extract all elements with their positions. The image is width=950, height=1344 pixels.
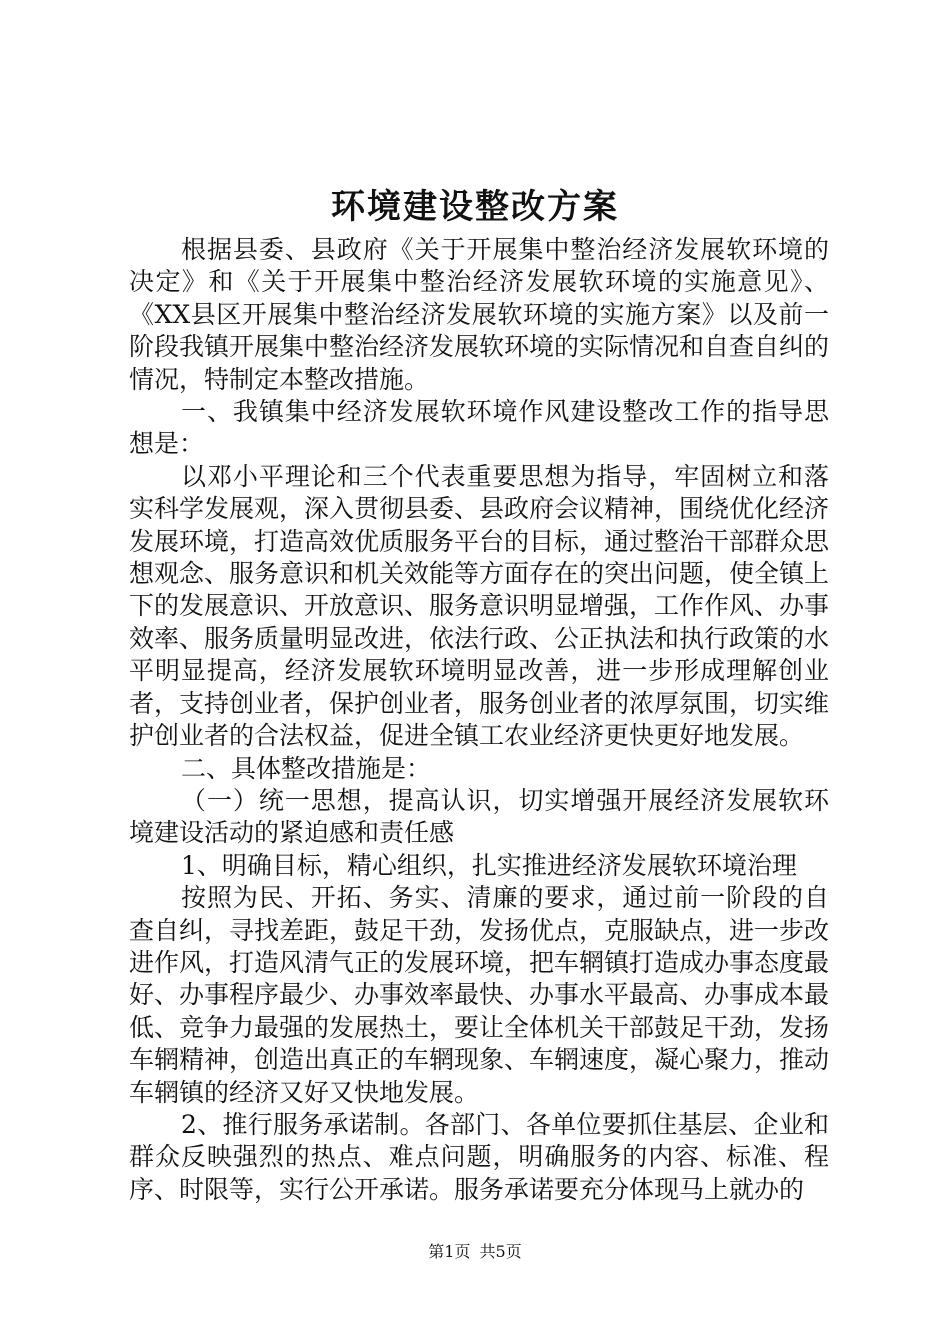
paragraph-item-1-body: 按照为民、开拓、务实、清廉的要求，通过前一阶段的自查自纠，寻找差距，鼓足干劲，发扬优点，克服缺点，进一步改进作风，打造风清气正的发展环境，把车辋镇打造成办事态度最好、办事程序最少、办事效率最快、办事水平最高、办事成本最低、竞争力最强的发展热土，要让全体机关干部鼓足干劲，发扬车辋精神，创造出真正的车辋现象、车辋速度，凝心聚力，推动车辋镇的经济又好又快地发展。 bbox=[129, 883, 830, 1107]
paragraph-item-1: 1、明确目标，精心组织，扎实推进经济发展软环境治理 bbox=[181, 850, 797, 880]
paragraph-intro: 根据县委、县政府《关于开展集中整治经济发展软环境的决定》和《关于开展集中整治经济发展软环境的实施意见》、《XX县区开展集中整治经济发展软环境的实施方案》以及前一阶段我镇开展集中整治经济发展软环境的实际情况和自查自纠的情况，特制定本整改措施。 bbox=[129, 235, 830, 394]
page-footer bbox=[0, 1242, 950, 1262]
document-body bbox=[129, 234, 829, 1206]
document-title: 环境建设整改方案 bbox=[331, 187, 619, 227]
paragraph-subsection-1: （一）统一思想，提高认识，切实增强开展经济发展软环境建设活动的紧迫感和责任感 bbox=[129, 785, 829, 848]
paragraph-section-1-heading: 一、我镇集中经济发展软环境作风建设整改工作的指导思想是： bbox=[129, 397, 829, 459]
page-number: 第1页 bbox=[428, 1242, 471, 1261]
paragraph-section-2-heading: 二、具体整改措施是： bbox=[181, 753, 432, 783]
paragraph-item-2: 2、推行服务承诺制。各部门、各单位要抓住基层、企业和群众反映强烈的热点、难点问题，明确服务的内容、标准、程序、时限等，实行公开承诺。服务承诺要充分体现马上就办的 bbox=[129, 1109, 829, 1204]
paragraph-guiding-thought: 以邓小平理论和三个代表重要思想为指导，牢固树立和落实科学发展观，深入贯彻县委、县政府会议精神，围绕优化经济发展环境，打造高效优质服务平台的目标，通过整治干部群众思想观念、服务意识和机关效能等方面存在的突出问题，使全镇上下的发展意识、开放意识、服务意识明显增强，工作作风、办事效率、服务质量明显改进，依法行政、公正执法和执行政策的水平明显提高，经济发展软环境明显改善，进一步形成理解创业者，支持创业者，保护创业者，服务创业者的浓厚氛围，切实维护创业者的合法权益，促进全镇工农业经济更快更好地发展。 bbox=[129, 461, 830, 751]
page-total: 共5页 bbox=[479, 1242, 522, 1261]
